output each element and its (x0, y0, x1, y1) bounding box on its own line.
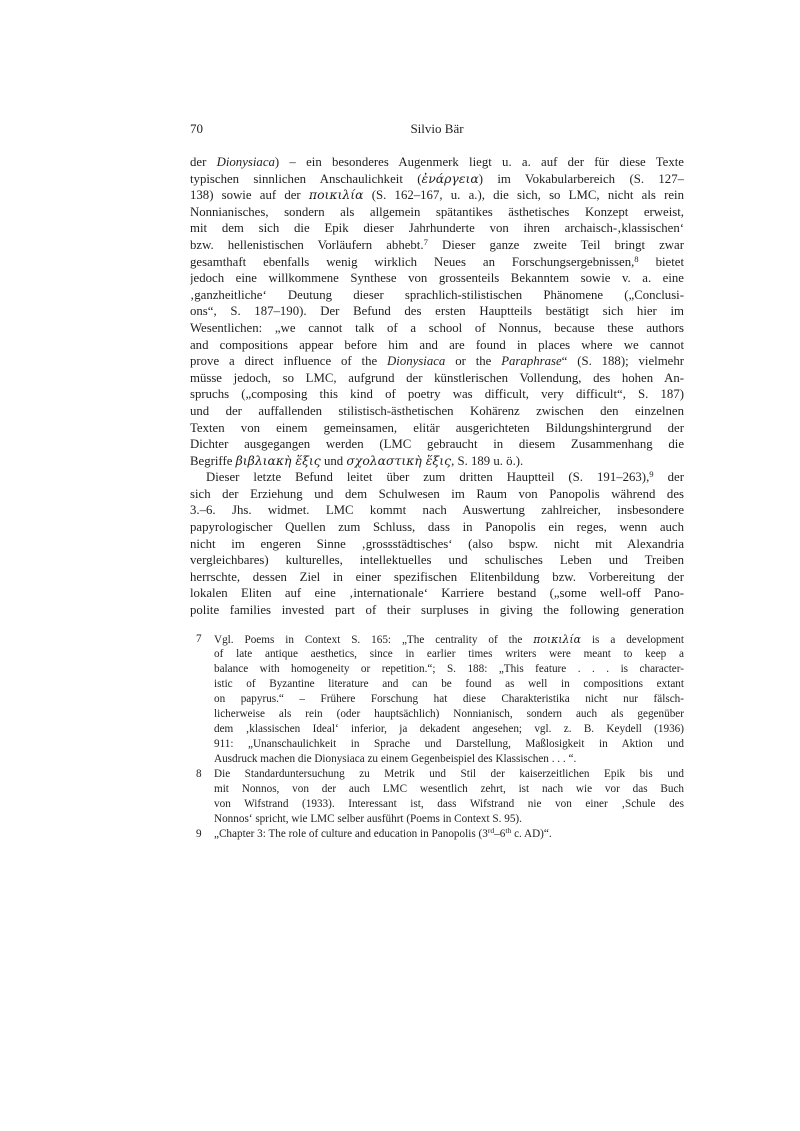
footnote (190, 767, 684, 827)
text-segment: von Wifstrand (1933). Interessant ist, dass Wifstrand nie von einer ‚Schule des (214, 797, 684, 810)
footnote-marker: 8 (196, 767, 202, 780)
text-line (190, 270, 684, 287)
text-line (190, 154, 684, 171)
text-line (214, 752, 684, 767)
text-segment: bietet (638, 254, 684, 269)
text-segment: Dichter ausgegangen werden (LMC gebraucht in diesem Zusammenhang die (190, 437, 684, 452)
text-segment: Dieser letzte Befund leitet über zum dritten Hauptteil (S. 191–263), (206, 470, 650, 485)
text-line (190, 403, 684, 420)
footnotes-section (190, 632, 684, 842)
greek-text: σχολαστικὴ ἕξις (346, 452, 452, 468)
text-line (190, 337, 684, 354)
text-segment: ons“, S. 187–190). Der Befund des ersten Hauptteils bestätigt sich hier im (190, 304, 684, 319)
text-segment: prove a direct influence of the (190, 354, 388, 369)
text-line (190, 585, 684, 602)
text-line (190, 204, 684, 221)
text-segment: und (320, 453, 347, 468)
text-segment: (S. 162–167, u. a.), die sich, so LMC, nicht als rein (363, 188, 684, 203)
page-number: 70 (190, 121, 203, 136)
text-segment: Ausdruck machen die Dionysiaca zu einem Gegenbeispiel des Klassischen . . . “. (214, 752, 577, 765)
text-segment: or the (445, 354, 502, 369)
text-line (190, 237, 684, 254)
sup-text: rd (487, 826, 495, 836)
text-segment: bzw. hellenistischen Vorläufern abhebt. (190, 237, 424, 252)
text-line (190, 220, 684, 237)
text-segment: Wesentlichen: „we cannot talk of a school of Nonnus, because these authors (190, 320, 684, 335)
footnote-ref: 9 (649, 469, 654, 480)
text-segment: vergleichbares) kulturelles, intellektuelles und schulisches Leben und Treiben (190, 553, 684, 568)
text-segment: mit dem sich die Epik dieser Jahrhunderte von ihren archaisch-‚klassischen‘ (190, 221, 684, 236)
text-line (190, 287, 684, 304)
text-line (190, 436, 684, 453)
text-line (190, 171, 684, 188)
text-segment: Texten von einem gemeinsamen, elitär ausgerichteten Bildungshintergrund der (190, 420, 684, 435)
text-segment: polite families invested part of their surpluses in giving the following generation (190, 603, 684, 618)
italic-text: Dionysiaca (387, 354, 446, 369)
text-line (214, 662, 684, 677)
text-line (190, 386, 684, 403)
footnote-ref: 8 (634, 253, 639, 264)
text-line (190, 602, 684, 619)
text-segment: müsse jedoch, so LMC, aufgrund der künstlerischen Vollendung, des hohen An- (190, 370, 684, 385)
text-line (190, 303, 684, 320)
page-content (190, 120, 684, 842)
text-segment: ) im Vokabularbereich (S. 127– (478, 171, 684, 186)
text-line (190, 320, 684, 337)
running-title: Silvio Bär (410, 121, 464, 136)
text-line (214, 737, 684, 752)
text-line (190, 569, 684, 586)
greek-text: ποικιλία (533, 632, 582, 646)
text-segment: of late antique aesthetics, since in earlier times writers were meant to keep a (214, 647, 684, 660)
text-segment: and compositions appear before him and are found in places where we cannot (190, 337, 684, 352)
text-line (190, 453, 684, 470)
greek-text: βιβλιακὴ ἕξις (235, 452, 321, 468)
text-segment: “ (S. 188); vielmehr (561, 354, 684, 369)
text-segment: dem ‚klassischen Ideal‘ inferior, ja dekadent angesehen; vgl. z. B. Keydell (1936) (214, 722, 684, 735)
greek-text: ποικιλία (308, 187, 364, 203)
text-line (214, 797, 684, 812)
text-segment: Nonnianisches, sondern als allgemein spätantikes ästhetisches Konzept erweist, (190, 204, 684, 219)
text-segment: c. AD)“. (511, 827, 552, 840)
text-line (190, 370, 684, 387)
text-line (214, 827, 684, 842)
footnote-ref: 7 (423, 237, 428, 248)
text-line (214, 707, 684, 722)
text-segment: lokalen Eliten auf eine ‚internationale‘ Karriere bestand („some well-off Pano- (190, 586, 684, 601)
text-segment: is a development (581, 633, 684, 646)
text-segment: ‚ganzheitliche‘ Deutung dieser sprachlich-stilistischen Phänomene („Conclusi- (190, 287, 684, 302)
footnote (190, 827, 684, 842)
text-segment: der (190, 155, 217, 169)
text-segment: gesamthaft ebenfalls wenig wirklich Neues an Forschungsergebnissen, (190, 254, 635, 269)
text-line (190, 469, 684, 486)
text-line (190, 353, 684, 370)
running-header (190, 120, 684, 137)
text-line (214, 812, 684, 827)
text-segment: 138) sowie auf der (190, 188, 309, 203)
footnote (190, 632, 684, 767)
text-segment: , S. 189 u. ö.). (451, 453, 524, 468)
footnote-marker: 9 (196, 827, 202, 840)
text-segment: Begriffe (190, 453, 236, 468)
text-segment: Die Standarduntersuchung zu Metrik und Stil der kaiserzeitlichen Epik bis und (214, 767, 684, 780)
sup-text: th (505, 826, 512, 836)
text-segment: papyrologischer Quellen zum Schluss, dass in Panopolis ein reges, wenn auch (190, 520, 684, 535)
text-segment: –6 (494, 827, 506, 840)
text-line (214, 767, 684, 782)
text-line (214, 677, 684, 692)
body-text (190, 154, 684, 619)
greek-text: ἐνάργεια (421, 170, 479, 186)
text-line (214, 722, 684, 737)
paragraph (190, 154, 684, 469)
text-segment: jedoch eine willkommene Synthese von grossenteils Bekanntem sowie v. a. eine (190, 271, 684, 286)
text-segment: on papyrus.“ – Frühere Forschung hat diese Charakteristika nicht nur fälsch- (214, 692, 684, 705)
text-line (214, 692, 684, 707)
footnote-marker: 7 (196, 632, 202, 645)
text-segment: sich der Erziehung und dem Schulwesen im Raum von Panopolis während des (190, 486, 684, 501)
text-line (190, 420, 684, 437)
text-segment: herrschte, dessen Ziel in einer spezifischen Elitenbildung bzw. Vorbereitung der (190, 569, 684, 584)
text-line (190, 486, 684, 503)
text-line (190, 254, 684, 271)
paragraph (190, 469, 684, 618)
text-segment: Dieser ganze zweite Teil bringt zwar (427, 237, 684, 252)
text-segment: Nonnos‘ spricht, wie LMC selber ausführt (Poems in Context S. 95). (214, 812, 522, 825)
text-segment: spruchs („composing this kind of poetry was difficult, very difficult“, S. 187) (190, 387, 684, 402)
italic-text: Paraphrase (501, 354, 562, 369)
text-segment: 911: „Unanschaulichkeit in Sprache und Darstellung, Maßlosigkeit in Aktion und (214, 737, 684, 750)
text-segment: istic of Byzantine literature and can be found as well in compositions extant (214, 677, 684, 690)
text-segment: mit Nonnos, von der auch LMC wesentlich zehrt, ist nach wie vor das Buch (214, 782, 684, 795)
text-segment: Vgl. Poems in Context S. 165: „The centrality of the (214, 633, 534, 646)
text-line (190, 536, 684, 553)
text-segment: „Chapter 3: The role of culture and education in Panopolis (3 (214, 827, 488, 840)
text-segment: ) – ein besonderes Augenmerk liegt u. a. auf der für diese Texte (274, 155, 684, 169)
text-line (190, 502, 684, 519)
text-segment: typischen sinnlichen Anschaulichkeit ( (190, 171, 422, 186)
text-segment: und der auffallenden stilistisch-ästhetischen Kohärenz zwischen den einzelnen (190, 403, 684, 418)
text-segment: 3.–6. Jhs. widmet. LMC kommt nach Auswertung zahlreicher, insbesondere (190, 503, 684, 518)
text-line (214, 647, 684, 662)
text-line (214, 782, 684, 797)
text-line (214, 632, 684, 647)
italic-text: Dionysiaca (216, 155, 275, 169)
text-segment: balance with homogeneity or repetition.“; S. 188: „This feature . . . is character- (214, 662, 684, 675)
text-line (190, 552, 684, 569)
text-line (190, 519, 684, 536)
text-segment: licherweise als rein (oder hauptsächlich) Nonnianisch, sondern auch als gegenüber (214, 707, 684, 720)
text-line (190, 187, 684, 204)
text-segment: der (653, 470, 684, 485)
text-segment: nicht im engeren Sinne ‚grossstädtisches‘ (also bspw. nicht mit Alexandria (190, 536, 684, 551)
